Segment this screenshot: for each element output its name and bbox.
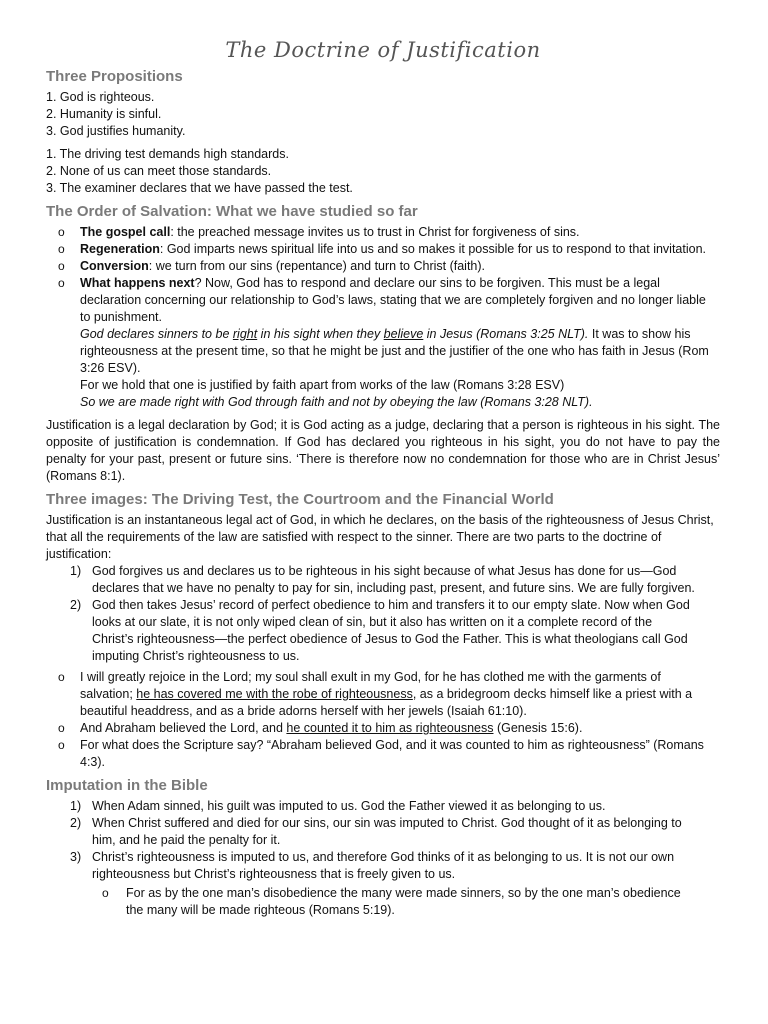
quote-text: God declares sinners to be (80, 327, 233, 341)
item-text: : the preached message invites us to trust in Christ for forgiveness of sins. (170, 225, 580, 239)
list-item (46, 258, 714, 275)
list-item: 2. Humanity is sinful. (46, 107, 162, 121)
driving-test-list (46, 146, 720, 197)
list-item (46, 563, 696, 597)
item-text: (Genesis 15:6). (493, 721, 583, 735)
list-item (46, 224, 714, 241)
list-item: 1. God is righteous. (46, 90, 155, 104)
list-marker: 3) (70, 850, 82, 864)
list-item (46, 597, 696, 665)
quote-text: So we are made right with God through faith and not by obeying the law (Romans 3:28 NLT). (80, 395, 593, 409)
list-item: o For as by the one man’s disobedience the many were made sinners, so by the one man’s obedience the many will be made righteous (Romans 5:19). (92, 885, 696, 919)
item-text: : we turn from our sins (repentance) and turn to Christ (faith). (148, 259, 486, 273)
heading-three-images: Three images: The Driving Test, the Courtroom and the Financial World (46, 491, 554, 508)
heading-imputation: Imputation in the Bible (46, 777, 208, 794)
list-item (46, 849, 696, 919)
term: What happens next (80, 276, 195, 290)
item-text: God then takes Jesus’ record of perfect obedience to him and transfers it to our empty slate. Now when God looks at our slate, it is not only wiped clean of sin, but it also has written on it a complete record of the Christ’s righteousness—the perfect obedience of Jesus to God the Father. This is what theologians call God imputing Christ’s righteousness to us. (92, 598, 690, 663)
item-text: For what does the Scripture say? “Abraham believed God, and it was counted to him as righteousness” (Romans 4:3). (80, 738, 704, 769)
imputation-list (46, 798, 720, 919)
list-marker: 1) (70, 799, 82, 813)
list-item: 2. None of us can meet those standards. (46, 164, 272, 178)
page-title: The Doctrine of Justification (225, 38, 541, 62)
list-item (46, 815, 696, 849)
item-text: Christ’s righteousness is imputed to us, and therefore God thinks of it as belonging to us. It is not our own righteousness but Christ’s righteousness that is freely given to us. (92, 850, 675, 881)
list-item (46, 798, 696, 815)
item-text: I will greatly rejoice in the Lord; my soul shall exult in my God, for he has clothed me with the garments of salvation; (80, 670, 661, 701)
quote-text: in Jesus (Romans 3:25 NLT). (423, 327, 589, 341)
quote-underline: believe (383, 327, 424, 341)
propositions-list (46, 89, 720, 140)
list-item (46, 720, 714, 737)
term: Regeneration (80, 242, 160, 256)
list-item (46, 669, 714, 720)
list-item (46, 737, 714, 771)
item-text: , as a bridegroom decks himself like a priest with a beautiful headdress, and as a bride adorns herself with her jewels (Isaiah 61:10). (80, 687, 693, 718)
sub-list (92, 885, 696, 919)
item-text: : God imparts news spiritual life into us and so makes it possible for us to respond to that invitation. (159, 242, 706, 256)
list-marker: 2) (70, 598, 82, 612)
item-text: God forgives us and declares us to be righteous in his sight because of what Jesus has done for us—God declares that we have no penalty to pay for sin, including past, present, and future sins. We are fully forgiven. (92, 564, 695, 595)
list-item: 1. The driving test demands high standards. (46, 147, 289, 161)
underlined-text: he counted it to him as righteousness (286, 721, 494, 735)
list-marker: 1) (70, 564, 82, 578)
item-text: And Abraham believed the Lord, and (80, 721, 287, 735)
item-text: ? Now, God has to respond and declare our sins to be forgiven. This must be a legal declaration concerning our relationship to God’s laws, stating that we are completely forgiven and no longer liable to punishment. (80, 276, 706, 324)
quote-underline: right (232, 327, 258, 341)
order-list (46, 224, 720, 411)
item-text: When Christ suffered and died for our sins, our sin was imputed to Christ. God thought of it as belonging to him, and he paid the penalty for it. (92, 816, 682, 847)
quote-text: in his sight when they (257, 327, 384, 341)
images-intro: Justification is an instantaneous legal act of God, in which he declares, on the basis of the righteousness of Jesus Christ, that all the requirements of the law are satisfied with respect to the sinner. There are two parts to the doctrine of justification: (46, 513, 714, 561)
term: Conversion (80, 259, 149, 273)
list-item: 3. The examiner declares that we have passed the test. (46, 181, 353, 195)
term: The gospel call (80, 225, 171, 239)
list-item (46, 275, 714, 411)
justification-paragraph: Justification is a legal declaration by God; it is God acting as a judge, declaring that a person is righteous in his sight. The opposite of justification is condemnation. If God has declared you righteous in his sight, you do not have to pay the penalty for your past, present or future sins. ‘There is therefore now no condemnation for those who are in Christ Jesus’ (Romans 8:1). (46, 418, 720, 483)
list-item (46, 241, 714, 258)
list-item: 3. God justifies humanity. (46, 124, 186, 138)
heading-propositions: Three Propositions (46, 68, 183, 85)
quote-text: For we hold that one is justified by faith apart from works of the law (Romans 3:28 ESV) (80, 378, 565, 392)
images-numbered-list (46, 563, 720, 665)
quote-text: It was to show his righteousness at the present time, so that he might be just and the justifier of the one who has faith in Jesus (Rom 3:26 ESV). (80, 327, 709, 375)
heading-order-of-salvation: The Order of Salvation: What we have studied so far (46, 203, 418, 220)
item-text: When Adam sinned, his guilt was imputed to us. God the Father viewed it as belonging to us. (92, 799, 606, 813)
list-marker: 2) (70, 816, 82, 830)
underlined-text: he has covered me with the robe of righteousness (136, 687, 413, 701)
scripture-list (46, 669, 720, 771)
